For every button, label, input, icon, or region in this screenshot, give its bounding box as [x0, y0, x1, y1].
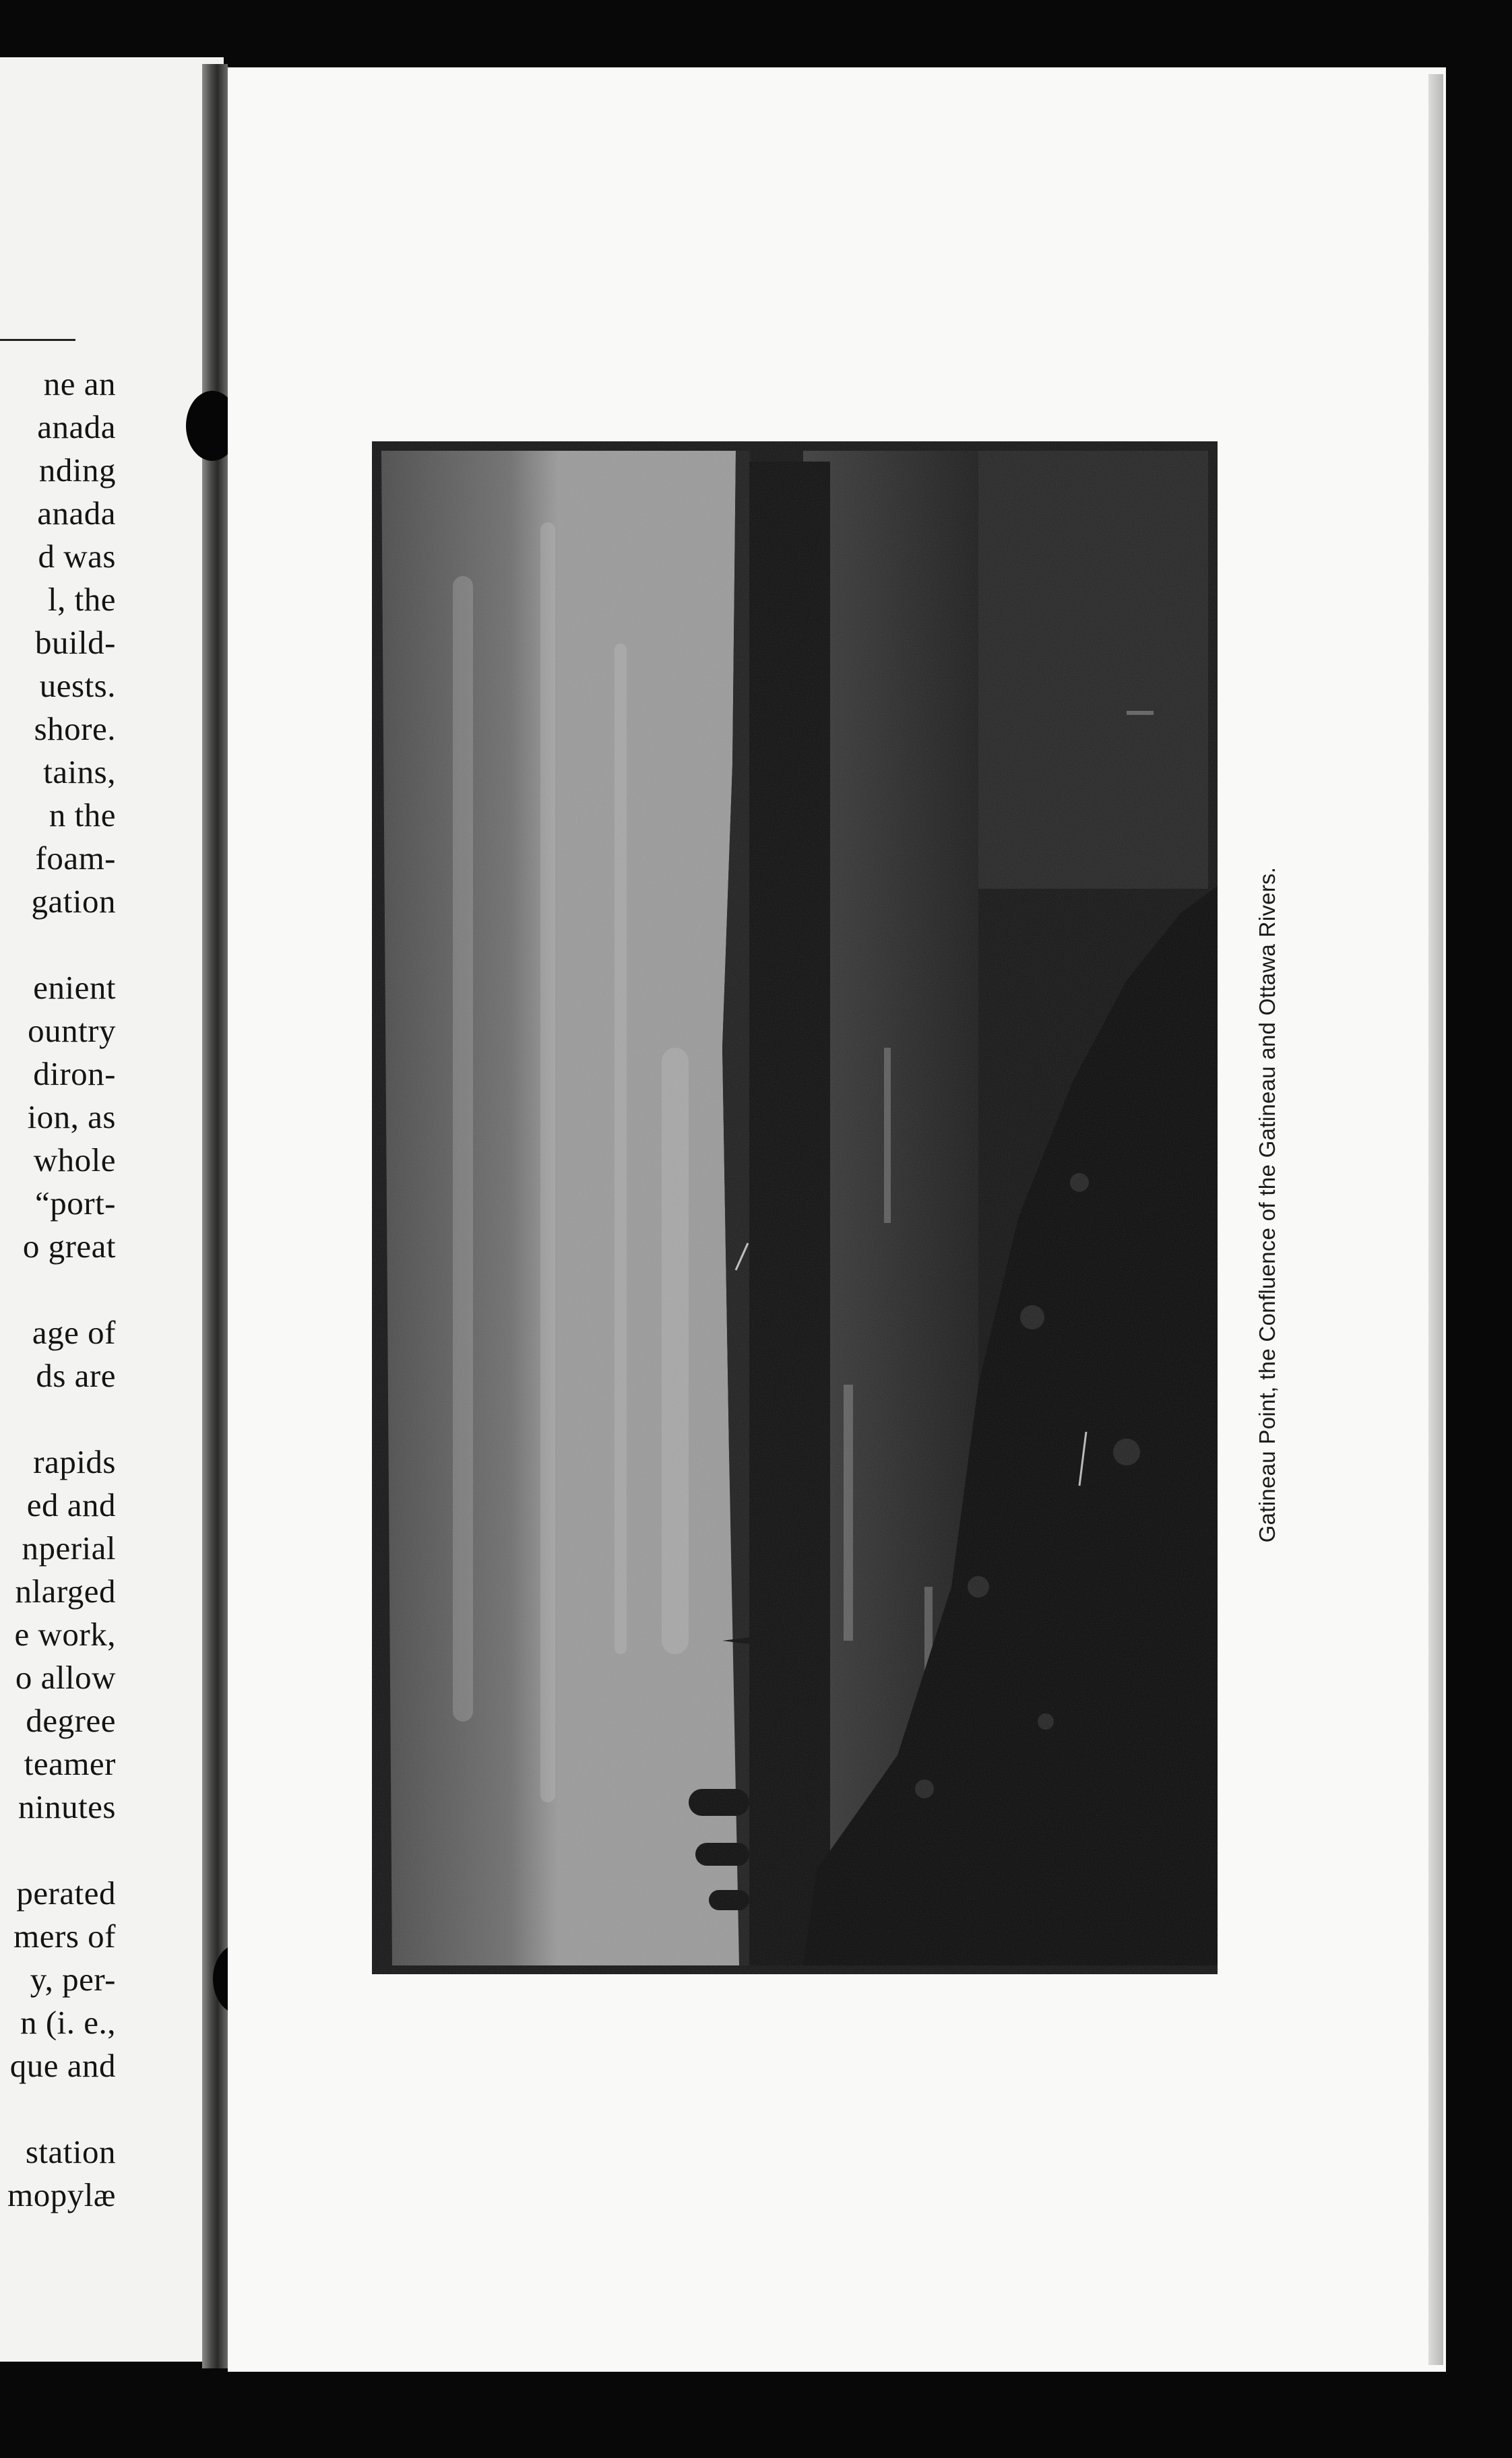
left-page-line: station	[25, 2133, 116, 2170]
left-page-line: ne an	[43, 365, 116, 402]
left-page-line: age of	[32, 1314, 116, 1351]
left-page-line: e work,	[14, 1616, 116, 1653]
plate-caption: Gatineau Point, the Confluence of the Gatineau and Ottawa Rivers.	[1255, 866, 1280, 1542]
left-page-line: nding	[38, 451, 116, 489]
left-page-line: l, the	[48, 581, 116, 618]
left-page-line: o allow	[15, 1659, 116, 1696]
left-page-line: n (i. e.,	[20, 2004, 116, 2041]
left-page-line: ion, as	[27, 1098, 116, 1135]
left-page-line: nlarged	[15, 1573, 116, 1610]
left-page-line: rapids	[33, 1443, 116, 1480]
plate-photograph	[372, 441, 1218, 1974]
left-page-line: “port-	[35, 1185, 116, 1222]
left-page-line: perated	[16, 1874, 116, 1912]
left-page-line: foam-	[35, 840, 116, 877]
left-page-line: n the	[49, 796, 116, 833]
left-page-line: y, per-	[30, 1961, 116, 1998]
header-rule	[0, 339, 75, 341]
left-page-line: ed and	[26, 1486, 116, 1523]
left-page-line: enient	[33, 969, 116, 1006]
left-page-line: d was	[38, 538, 116, 575]
left-page-line: mers of	[13, 1918, 116, 1955]
left-page-line: diron-	[33, 1055, 116, 1092]
left-page-line: ds are	[36, 1357, 116, 1394]
left-page-line: uests.	[39, 667, 116, 704]
landscape-photo	[372, 441, 1218, 1974]
left-page-line: whole	[33, 1141, 116, 1178]
left-page-line: ountry	[28, 1012, 116, 1049]
left-page-line: tains,	[43, 753, 116, 790]
left-page-line: nperial	[22, 1530, 116, 1567]
left-page-line: gation	[31, 883, 116, 920]
left-page-line: degree	[26, 1702, 116, 1739]
left-page-line: build-	[34, 624, 116, 661]
left-page-line: anada	[37, 495, 116, 532]
left-page	[0, 57, 224, 2362]
page-edge	[1428, 74, 1443, 2365]
left-page-line: shore.	[34, 710, 116, 747]
left-page-line: anada	[37, 408, 116, 445]
left-page-line: mopylæ	[7, 2176, 116, 2213]
left-page-line: teamer	[24, 1745, 116, 1782]
left-page-text	[0, 367, 224, 2254]
left-page-line: que and	[9, 2047, 116, 2084]
plate-caption-area	[1250, 782, 1285, 1627]
left-page-line: o great	[22, 1228, 116, 1265]
left-page-line: ninutes	[18, 1788, 116, 1825]
